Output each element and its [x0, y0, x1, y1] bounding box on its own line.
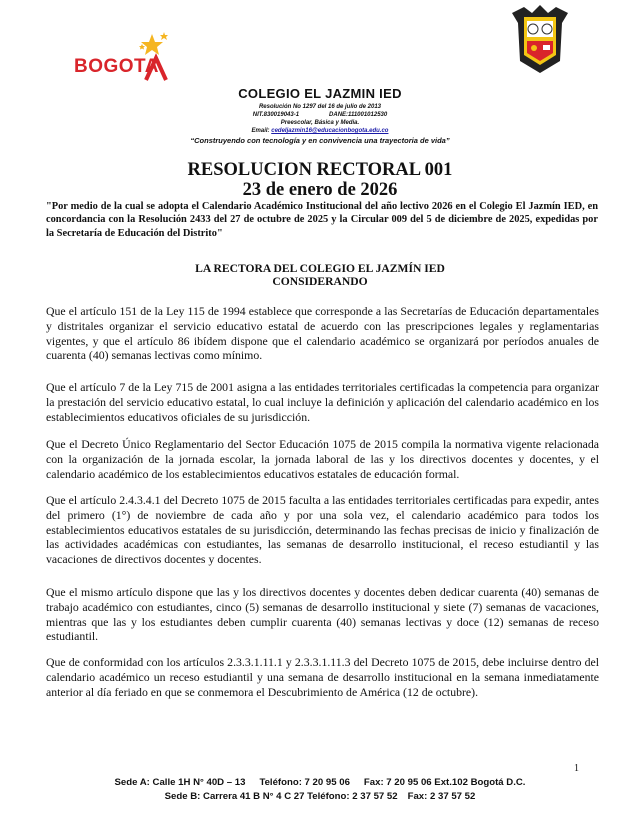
document-subject: "Por medio de la cual se adopta el Calendario Académico Institucional del año lectivo 2026 en el Colegio El Jazmín IED, en concordancia con la Resolución 2433 del 27 de octubre de 2025 y la Circular 009 del 5 de diciembre de 2025, expedidas por la Secretaría de Educación del Distrito"	[46, 201, 598, 239]
paragraph: Que el artículo 151 de la Ley 115 de 1994 establece que corresponde a las Secretarías de Educación departamentales y distritales organizar el servicio educativo estatal de acuerdo con las prescripciones legales y reglamentarias vigentes, y que el artículo 86 ibídem dispone que el calendario académico se organizará por períodos anuales de cuarenta (40) semanas lectivas como mínimo.	[46, 304, 599, 363]
sede-a-fax: Fax: 7 20 95 06 Ext.102 Bogotá D.C.	[363, 777, 526, 788]
paragraph: Que el mismo artículo dispone que las y los directivos docentes y docentes deben dedicar cuarenta (40) semanas de trabajo académico con estudiantes, cinco (5) semanas de desarrollo institucional y siete (7) semanas de vacaciones, mientras que las y los estudiantes deben cumplir cuarenta (40) semanas lectivas y doce (12) semanas de receso estudiantil.	[46, 585, 599, 644]
footer-sede-b	[0, 791, 640, 802]
paragraph: Que el Decreto Único Reglamentario del Sector Educación 1075 de 2015 compila la normativa vigente relacionada con la organización de la jornada escolar, la jornada laboral de las y los directivos docentes y docentes, y el calendario académico de los establecimientos educativos estatales de educación formal.	[46, 437, 599, 481]
email-line	[0, 127, 640, 135]
bogota-logo	[72, 32, 168, 84]
authority: LA RECTORA DEL COLEGIO EL JAZMÍN IED	[195, 262, 445, 275]
paragraph: Que el artículo 7 de la Ley 715 de 2001 asigna a las entidades territoriales certificadas la competencia para organizar la prestación del servicio educativo estatal, lo cual incluye la definición y aplicación del calendario académico en los establecimientos educativos oficiales de su jurisdicción.	[46, 380, 599, 424]
sede-a-address: Sede A: Calle 1H N° 40D – 13	[114, 777, 246, 788]
nit-dane-line	[0, 111, 640, 119]
resolution-line: Resolución No 1297 del 16 de julio de 2013	[258, 104, 382, 110]
nit: NIT.830019043-1	[252, 112, 300, 118]
document-date: 23 de enero de 2026	[242, 180, 398, 200]
school-crest-icon	[510, 3, 570, 75]
authority-heading	[0, 262, 640, 288]
sede-a-phone: Teléfono: 7 20 95 06	[259, 777, 350, 788]
email-label: Email:	[251, 128, 270, 134]
footer-sede-a	[0, 777, 640, 788]
levels: Preescolar, Básica y Media.	[280, 120, 360, 126]
sede-b-fax: Fax: 2 37 57 52	[407, 791, 476, 802]
bogota-logo-text: BOGOTA	[74, 56, 159, 77]
motto: “Construyendo con tecnología y en convivencia una trayectoria de vida”	[190, 136, 450, 145]
page-number: 1	[574, 763, 579, 774]
school-name: COLEGIO EL JAZMIN IED	[238, 86, 402, 101]
sede-b-address: Sede B: Carrera 41 B N° 4 C 27 Teléfono: 2 37 57 52	[164, 791, 398, 802]
dane: DANE:111001012530	[329, 112, 388, 118]
email-link[interactable]: cedeljazmin16@educacionbogota.edu.co	[271, 128, 389, 134]
paragraph: Que de conformidad con los artículos 2.3.3.1.11.1 y 2.3.3.1.11.3 del Decreto 1075 de 2015, debe incluirse dentro del calendario académico un receso estudiantil y una semana de desarrollo institucional en la semana inmediatamente anterior al día feriado en que se conmemora el Descubrimiento de América (12 de octubre).	[46, 655, 599, 699]
paragraph: Que el artículo 2.4.3.4.1 del Decreto 1075 de 2015 faculta a las entidades territoriales certificadas para expedir, antes del primero (1°) de noviembre de cada año y por una sola vez, el calendario académico para todos los establecimientos educativos estatales de su jurisdicción, determinando las fechas precisas de inicio y finalización de las actividades académicas con estudiantes, las semanas de desarrollo institucional, el receso estudiantil y las vacaciones de directivos docentes y docentes.	[46, 493, 599, 567]
considering-heading: CONSIDERANDO	[272, 275, 368, 288]
document-title: RESOLUCION RECTORAL 001	[187, 160, 453, 180]
